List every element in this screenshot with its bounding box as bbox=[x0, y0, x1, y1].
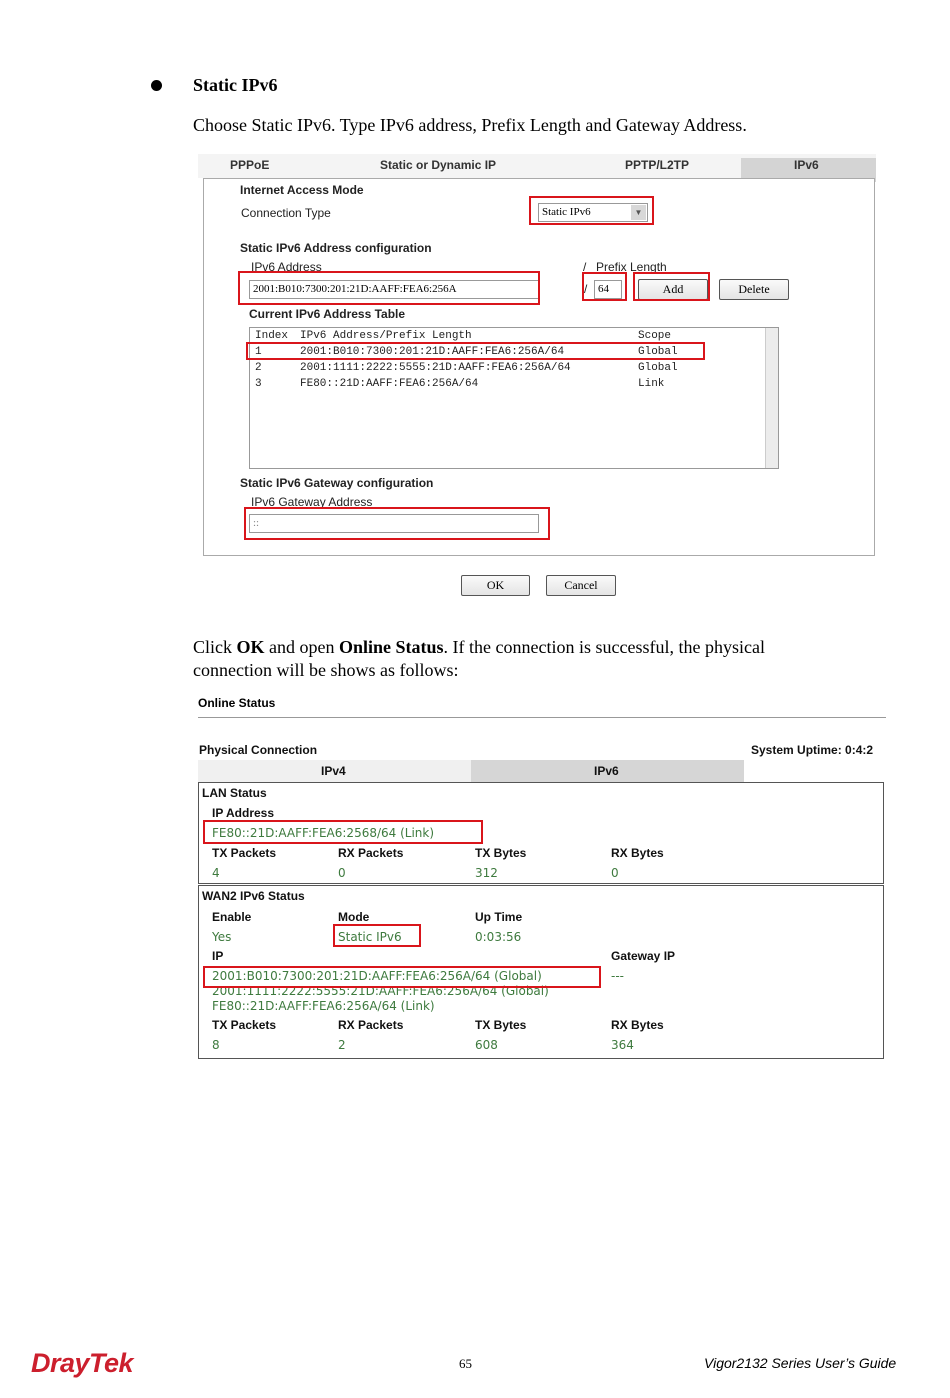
wan-status-title: WAN2 IPv6 Status bbox=[202, 889, 305, 903]
ipv6-config-screenshot bbox=[198, 150, 878, 620]
para-online-status-bold: Online Status bbox=[339, 637, 444, 657]
highlight-prefix-length bbox=[582, 272, 627, 301]
prefix-length-input[interactable]: 64 bbox=[594, 280, 622, 299]
ipv6-address-input[interactable]: 2001:B010:7300:201:21D:AAFF:FEA6:256A bbox=[249, 280, 539, 299]
chevron-down-icon[interactable]: ▼ bbox=[631, 205, 646, 220]
title-divider bbox=[198, 717, 886, 718]
online-status-title: Online Status bbox=[198, 696, 276, 710]
wan-tx-bytes-value: 608 bbox=[475, 1038, 498, 1052]
tab-ipv6[interactable]: IPv6 bbox=[794, 158, 819, 172]
wan-tab-bar bbox=[198, 154, 876, 178]
highlight-mode bbox=[333, 924, 421, 947]
ok-button[interactable]: OK bbox=[461, 575, 530, 596]
header-index: Index bbox=[255, 330, 289, 342]
highlight-lan-ip bbox=[203, 820, 483, 844]
ipv6-address-label: IPv6 Address bbox=[251, 260, 322, 274]
gateway-config-title: Static IPv6 Gateway configuration bbox=[240, 476, 434, 490]
intro-paragraph: Choose Static IPv6. Type IPv6 address, Prefix Length and Gateway Address. bbox=[193, 115, 747, 135]
gateway-ip-value: --- bbox=[611, 969, 624, 983]
row-index: 2 bbox=[255, 362, 262, 374]
row-index: 3 bbox=[255, 378, 262, 390]
up-time-value: 0:03:56 bbox=[475, 930, 522, 944]
row-address: 2001:B010:7300:201:21D:AAFF:FEA6:256A/64 bbox=[300, 346, 565, 358]
tab-static-dynamic-ip[interactable]: Static or Dynamic IP bbox=[380, 158, 497, 172]
lan-tx-bytes-label: TX Bytes bbox=[475, 846, 527, 860]
para-text: . If the connection is successful, the physical bbox=[443, 637, 765, 657]
connection-type-value: Static IPv6 bbox=[542, 206, 591, 218]
tab-ipv4[interactable]: IPv4 bbox=[321, 764, 346, 778]
online-status-paragraph bbox=[193, 636, 873, 682]
gateway-address-input[interactable]: :: bbox=[249, 514, 539, 533]
lan-status-title: LAN Status bbox=[202, 786, 267, 800]
add-button[interactable]: Add bbox=[638, 279, 708, 300]
row-scope: Global bbox=[638, 346, 678, 358]
highlight-ipv6-address bbox=[238, 271, 540, 305]
ip-label: IP bbox=[212, 949, 224, 963]
status-tab-bar bbox=[198, 760, 744, 782]
tab-ipv6[interactable]: IPv6 bbox=[594, 764, 619, 778]
gateway-ip-label: Gateway IP bbox=[611, 949, 676, 963]
section-heading: Static IPv6 bbox=[193, 75, 278, 95]
wan-ip-link: FE80::21D:AAFF:FEA6:256A/64 (Link) bbox=[212, 999, 435, 1013]
highlight-table-row-1 bbox=[246, 342, 705, 360]
wan-tx-packets-label: TX Packets bbox=[212, 1018, 277, 1032]
address-config-title: Static IPv6 Address configuration bbox=[240, 241, 432, 255]
highlight-wan-ip bbox=[203, 966, 601, 988]
highlight-gateway-address bbox=[244, 507, 550, 540]
lan-rx-bytes-label: RX Bytes bbox=[611, 846, 664, 860]
physical-connection-title: Physical Connection bbox=[199, 743, 318, 757]
row-scope: Link bbox=[638, 378, 665, 390]
up-time-label: Up Time bbox=[475, 910, 523, 924]
connection-type-label: Connection Type bbox=[241, 206, 331, 220]
row-index: 1 bbox=[255, 346, 262, 358]
wan-rx-bytes-label: RX Bytes bbox=[611, 1018, 664, 1032]
wan-tx-packets-value: 8 bbox=[212, 1038, 220, 1052]
mode-value: Static IPv6 bbox=[338, 930, 402, 944]
para-text: Click bbox=[193, 637, 237, 657]
highlight-add-button bbox=[633, 272, 710, 301]
lan-ip-value: FE80::21D:AAFF:FEA6:2568/64 (Link) bbox=[212, 826, 435, 840]
enable-label: Enable bbox=[212, 910, 252, 924]
row-scope: Global bbox=[638, 362, 678, 374]
system-uptime: System Uptime: 0:4:2 bbox=[751, 743, 874, 757]
tab-pppoe[interactable]: PPPoE bbox=[230, 158, 270, 172]
header-scope: Scope bbox=[638, 330, 672, 342]
table-scrollbar[interactable] bbox=[765, 328, 778, 468]
internet-access-mode-title: Internet Access Mode bbox=[240, 183, 364, 197]
wan-ip-global-1: 2001:B010:7300:201:21D:AAFF:FEA6:256A/64 (Global) bbox=[212, 969, 542, 983]
wan-tx-bytes-label: TX Bytes bbox=[475, 1018, 527, 1032]
para-text-line2: connection will be shows as follows: bbox=[193, 660, 459, 680]
wan-ip-global-2: 2001:1111:2222:5555:21D:AAFF:FEA6:256A/64 (Global) bbox=[212, 984, 549, 998]
wan-rx-bytes-value: 364 bbox=[611, 1038, 634, 1052]
slash-label: / bbox=[583, 260, 587, 274]
slash-separator: / bbox=[584, 282, 588, 296]
guide-title: Vigor2132 Series User’s Guide bbox=[704, 1355, 897, 1371]
ipv6-config-panel bbox=[203, 178, 875, 556]
lan-rx-packets-label: RX Packets bbox=[338, 846, 404, 860]
wan-rx-packets-value: 2 bbox=[338, 1038, 346, 1052]
para-text: and open bbox=[264, 637, 339, 657]
lan-tx-packets-label: TX Packets bbox=[212, 846, 277, 860]
highlight-connection-type bbox=[529, 196, 654, 225]
ip-address-label: IP Address bbox=[212, 806, 275, 820]
header-address: IPv6 Address/Prefix Length bbox=[300, 330, 472, 342]
para-ok-bold: OK bbox=[236, 637, 265, 657]
lan-rx-packets-value: 0 bbox=[338, 866, 346, 880]
draytek-logo: DrayTek bbox=[31, 1348, 134, 1378]
row-address: 2001:1111:2222:5555:21D:AAFF:FEA6:256A/64 bbox=[300, 362, 571, 374]
enable-value: Yes bbox=[212, 930, 232, 944]
lan-rx-bytes-value: 0 bbox=[611, 866, 619, 880]
mode-label: Mode bbox=[338, 910, 370, 924]
delete-button[interactable]: Delete bbox=[719, 279, 789, 300]
tab-pptp-l2tp[interactable]: PPTP/L2TP bbox=[625, 158, 690, 172]
row-address: FE80::21D:AAFF:FEA6:256A/64 bbox=[300, 378, 479, 390]
prefix-length-label: Prefix Length bbox=[596, 260, 667, 274]
lan-tx-packets-value: 4 bbox=[212, 866, 220, 880]
gateway-address-label: IPv6 Gateway Address bbox=[251, 495, 373, 509]
bullet-icon bbox=[151, 80, 162, 91]
wan-rx-packets-label: RX Packets bbox=[338, 1018, 404, 1032]
page-number: 65 bbox=[459, 1356, 472, 1371]
online-status-screenshot bbox=[196, 690, 888, 1062]
lan-tx-bytes-value: 312 bbox=[475, 866, 498, 880]
address-table-title: Current IPv6 Address Table bbox=[249, 307, 406, 321]
cancel-button[interactable]: Cancel bbox=[546, 575, 616, 596]
